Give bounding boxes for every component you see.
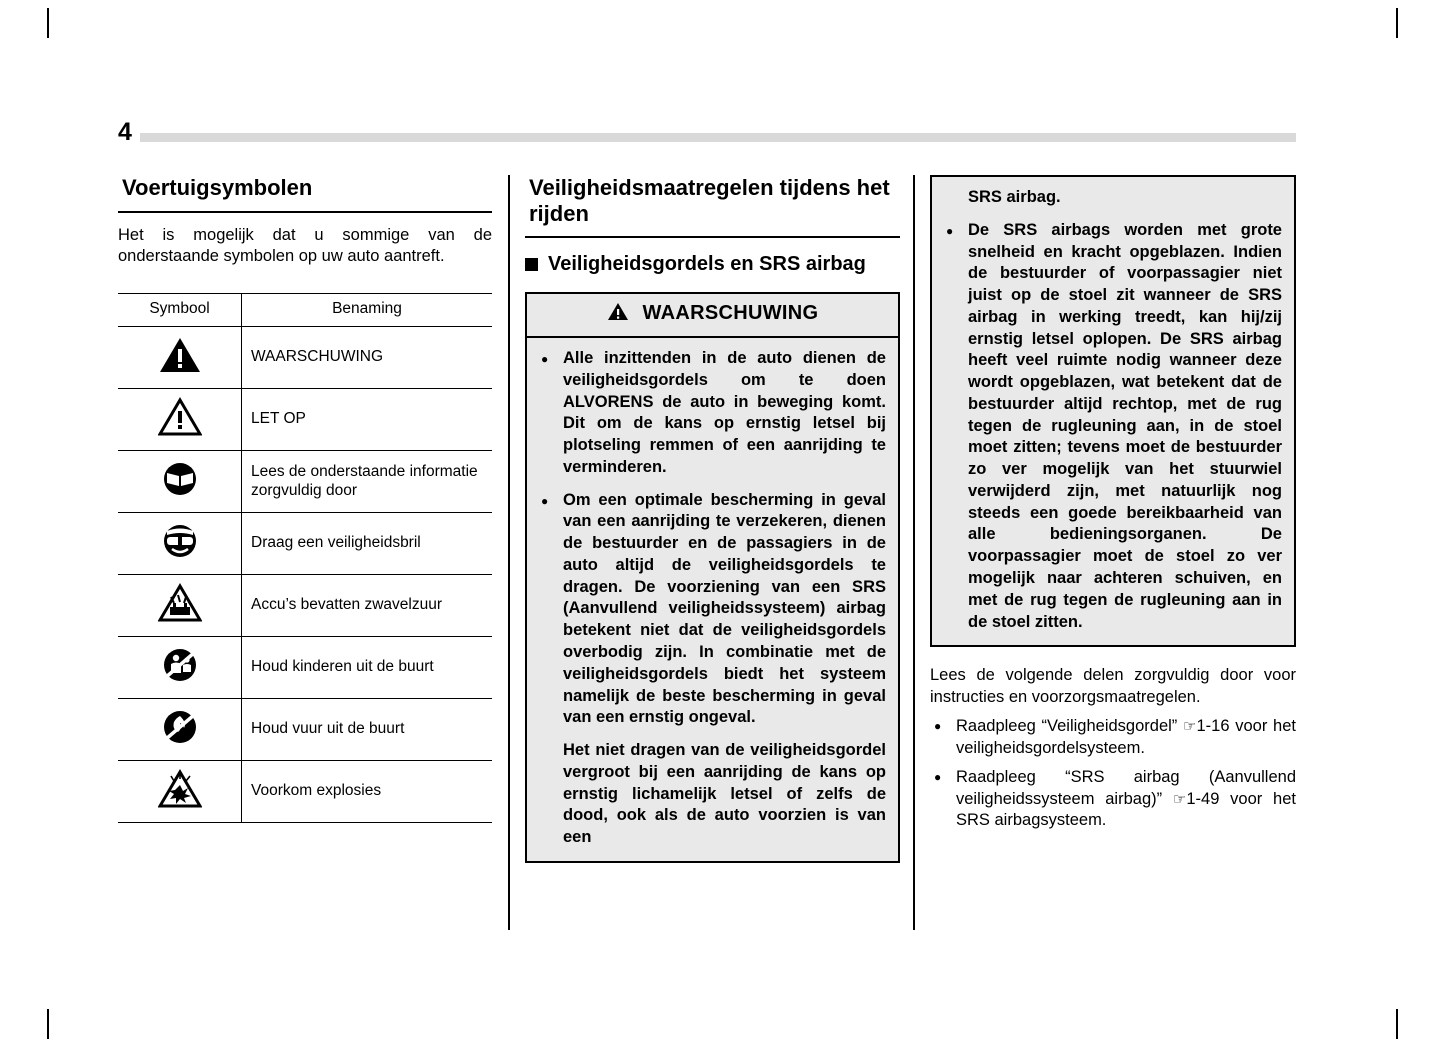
caution-triangle-outline-icon [118, 389, 242, 451]
list-item: ● Om een optimale bescherming in geval van een aanrijding te verzekeren, dienen de bestuurder en de passagiers in de auto altijd de veiligheidsgordels te dragen. De voorziening van een SRS (Aanvullend veiligheidssysteem) airbag betekent niet dat de veiligheidsgordels overbodig zijn. In combinatie met de veiligheidsgordels biedt het systeem namelijk de beste bescherming in geval van een ernstig ongeval. [537, 490, 886, 729]
list-item [930, 767, 1296, 831]
ref-page-number: 1-49 [1186, 789, 1220, 808]
intro-paragraph: Het is mogelijk dat u sommige van de onderstaande symbolen op uw auto aantreft. [118, 225, 492, 265]
list-item: Het niet dragen van de veiligheidsgordel vergroot bij een aanrijding de kans op ernstig lichamelijk letsel of zelfs de dood, ook als de auto voorzien is van een [563, 741, 886, 847]
warning-triangle-icon [607, 302, 629, 327]
list-item [930, 716, 1296, 759]
ref-text-after: voor het SRS airbagsysteem. [956, 789, 1296, 829]
table-row [118, 451, 492, 513]
read-manual-book-icon [118, 451, 242, 513]
symbols-table [118, 293, 492, 823]
closing-paragraph: Lees de volgende delen zorgvuldig door voor instructies en voorzorgsmaatregelen. [930, 666, 1296, 706]
subsection-heading [525, 252, 900, 276]
table-row [118, 513, 492, 575]
column-two [525, 175, 900, 935]
column-separator-1 [508, 175, 510, 930]
no-children-icon [118, 637, 242, 699]
list-item: ● De SRS airbags worden met grote snelheid en kracht opgeblazen. Indien de bestuurder of voorpassagier niet juist op de stoel zit wanneer de SRS airbag in werking treedt, kan hij/zij ernstig letsel oplopen. De SRS airbag heeft veel ruimte nodig wanneer deze wordt opgeblazen, wat betekent dat de bestuurder altijd rechtop, met de rug tegen de rugleuning aan, in de stoel moet zitten; tevens moet de bestuurder zo ver mogelijk van het stuurwiel verwijderd zijn, met natuurlijk nog steeds een goede bereikbaarheid van alle bedieningsorganen. De voorpassagier moet de stoel zo ver mogelijk naar achteren schuiven, en met de rug tegen de rugleuning aan in de stoel zitten. [942, 220, 1282, 634]
warning-triangle-filled-icon [118, 327, 242, 389]
warning-box-body [527, 338, 898, 861]
column-separator-2 [913, 175, 915, 930]
table-row [118, 761, 492, 823]
ref-text-before: Raadpleeg “Veiligheidsgordel” [956, 717, 1184, 736]
page-columns [118, 175, 1296, 935]
continued-text: SRS airbag. [968, 188, 1061, 206]
list-item: ● Alle inzittenden in de auto dienen de veiligheidsgordels om te doen ALVORENS de auto in beweging komt. Dit om de kans op ernstig letsel bij plotseling remmen of een aanrijding te verminderen. [537, 348, 886, 479]
crop-mark-top-right [1396, 8, 1398, 38]
warning-box-title [527, 294, 898, 338]
pointing-hand-icon: ☞ [1183, 717, 1197, 736]
ref-page-number: 1-16 [1196, 717, 1230, 736]
section-title-vehicle-symbols: Voertuigsymbolen [118, 175, 492, 213]
table-row [118, 699, 492, 761]
symbol-label: Accu’s bevatten zwavelzuur [242, 575, 493, 637]
symbol-label: Houd vuur uit de buurt [242, 699, 493, 761]
header-rule [140, 133, 1296, 142]
ref-text-after: voor het veiligheidsgordelsysteem. [956, 717, 1296, 757]
symbol-label: Voorkom explosies [242, 761, 493, 823]
pointing-hand-icon: ☞ [1172, 789, 1187, 808]
table-row [118, 327, 492, 389]
table-header-row [118, 294, 492, 327]
no-fire-icon [118, 699, 242, 761]
symbol-label: WAARSCHUWING [242, 327, 493, 389]
warning-box [525, 292, 900, 863]
warning-list [537, 348, 886, 849]
table-row [118, 637, 492, 699]
crop-mark-bottom-left [47, 1009, 49, 1039]
warning-list-continued [942, 220, 1282, 634]
symbol-label: Lees de onderstaande informatie zorgvuldig door [242, 451, 493, 513]
table-row [118, 575, 492, 637]
table-row [118, 389, 492, 451]
battery-acid-icon [118, 575, 242, 637]
explosion-hazard-icon [118, 761, 242, 823]
page-number: 4 [118, 118, 132, 146]
section-title-safety-measures: Veiligheidsmaatregelen tijdens het rijden [525, 175, 900, 238]
warning-title-label: WAARSCHUWING [642, 302, 819, 325]
column-header-label: Benaming [242, 294, 493, 327]
crop-mark-bottom-right [1396, 1009, 1398, 1039]
subsection-heading-label: Veiligheidsgordels en SRS airbag [548, 253, 866, 276]
crop-mark-top-left [47, 8, 49, 38]
warning-box-continued [930, 175, 1296, 647]
symbol-label: Draag een veiligheidsbril [242, 513, 493, 575]
cross-reference-list [930, 716, 1296, 831]
safety-goggles-icon [118, 513, 242, 575]
symbol-label: LET OP [242, 389, 493, 451]
column-header-symbol: Symbool [118, 294, 242, 327]
ref-text-before: Raadpleeg “SRS airbag (Aanvullend veiligheidssysteem airbag)” [956, 768, 1296, 808]
page-header [118, 118, 1296, 146]
column-three [930, 175, 1296, 935]
symbol-label: Houd kinderen uit de buurt [242, 637, 493, 699]
square-bullet-icon [525, 258, 538, 271]
column-one [118, 175, 492, 935]
